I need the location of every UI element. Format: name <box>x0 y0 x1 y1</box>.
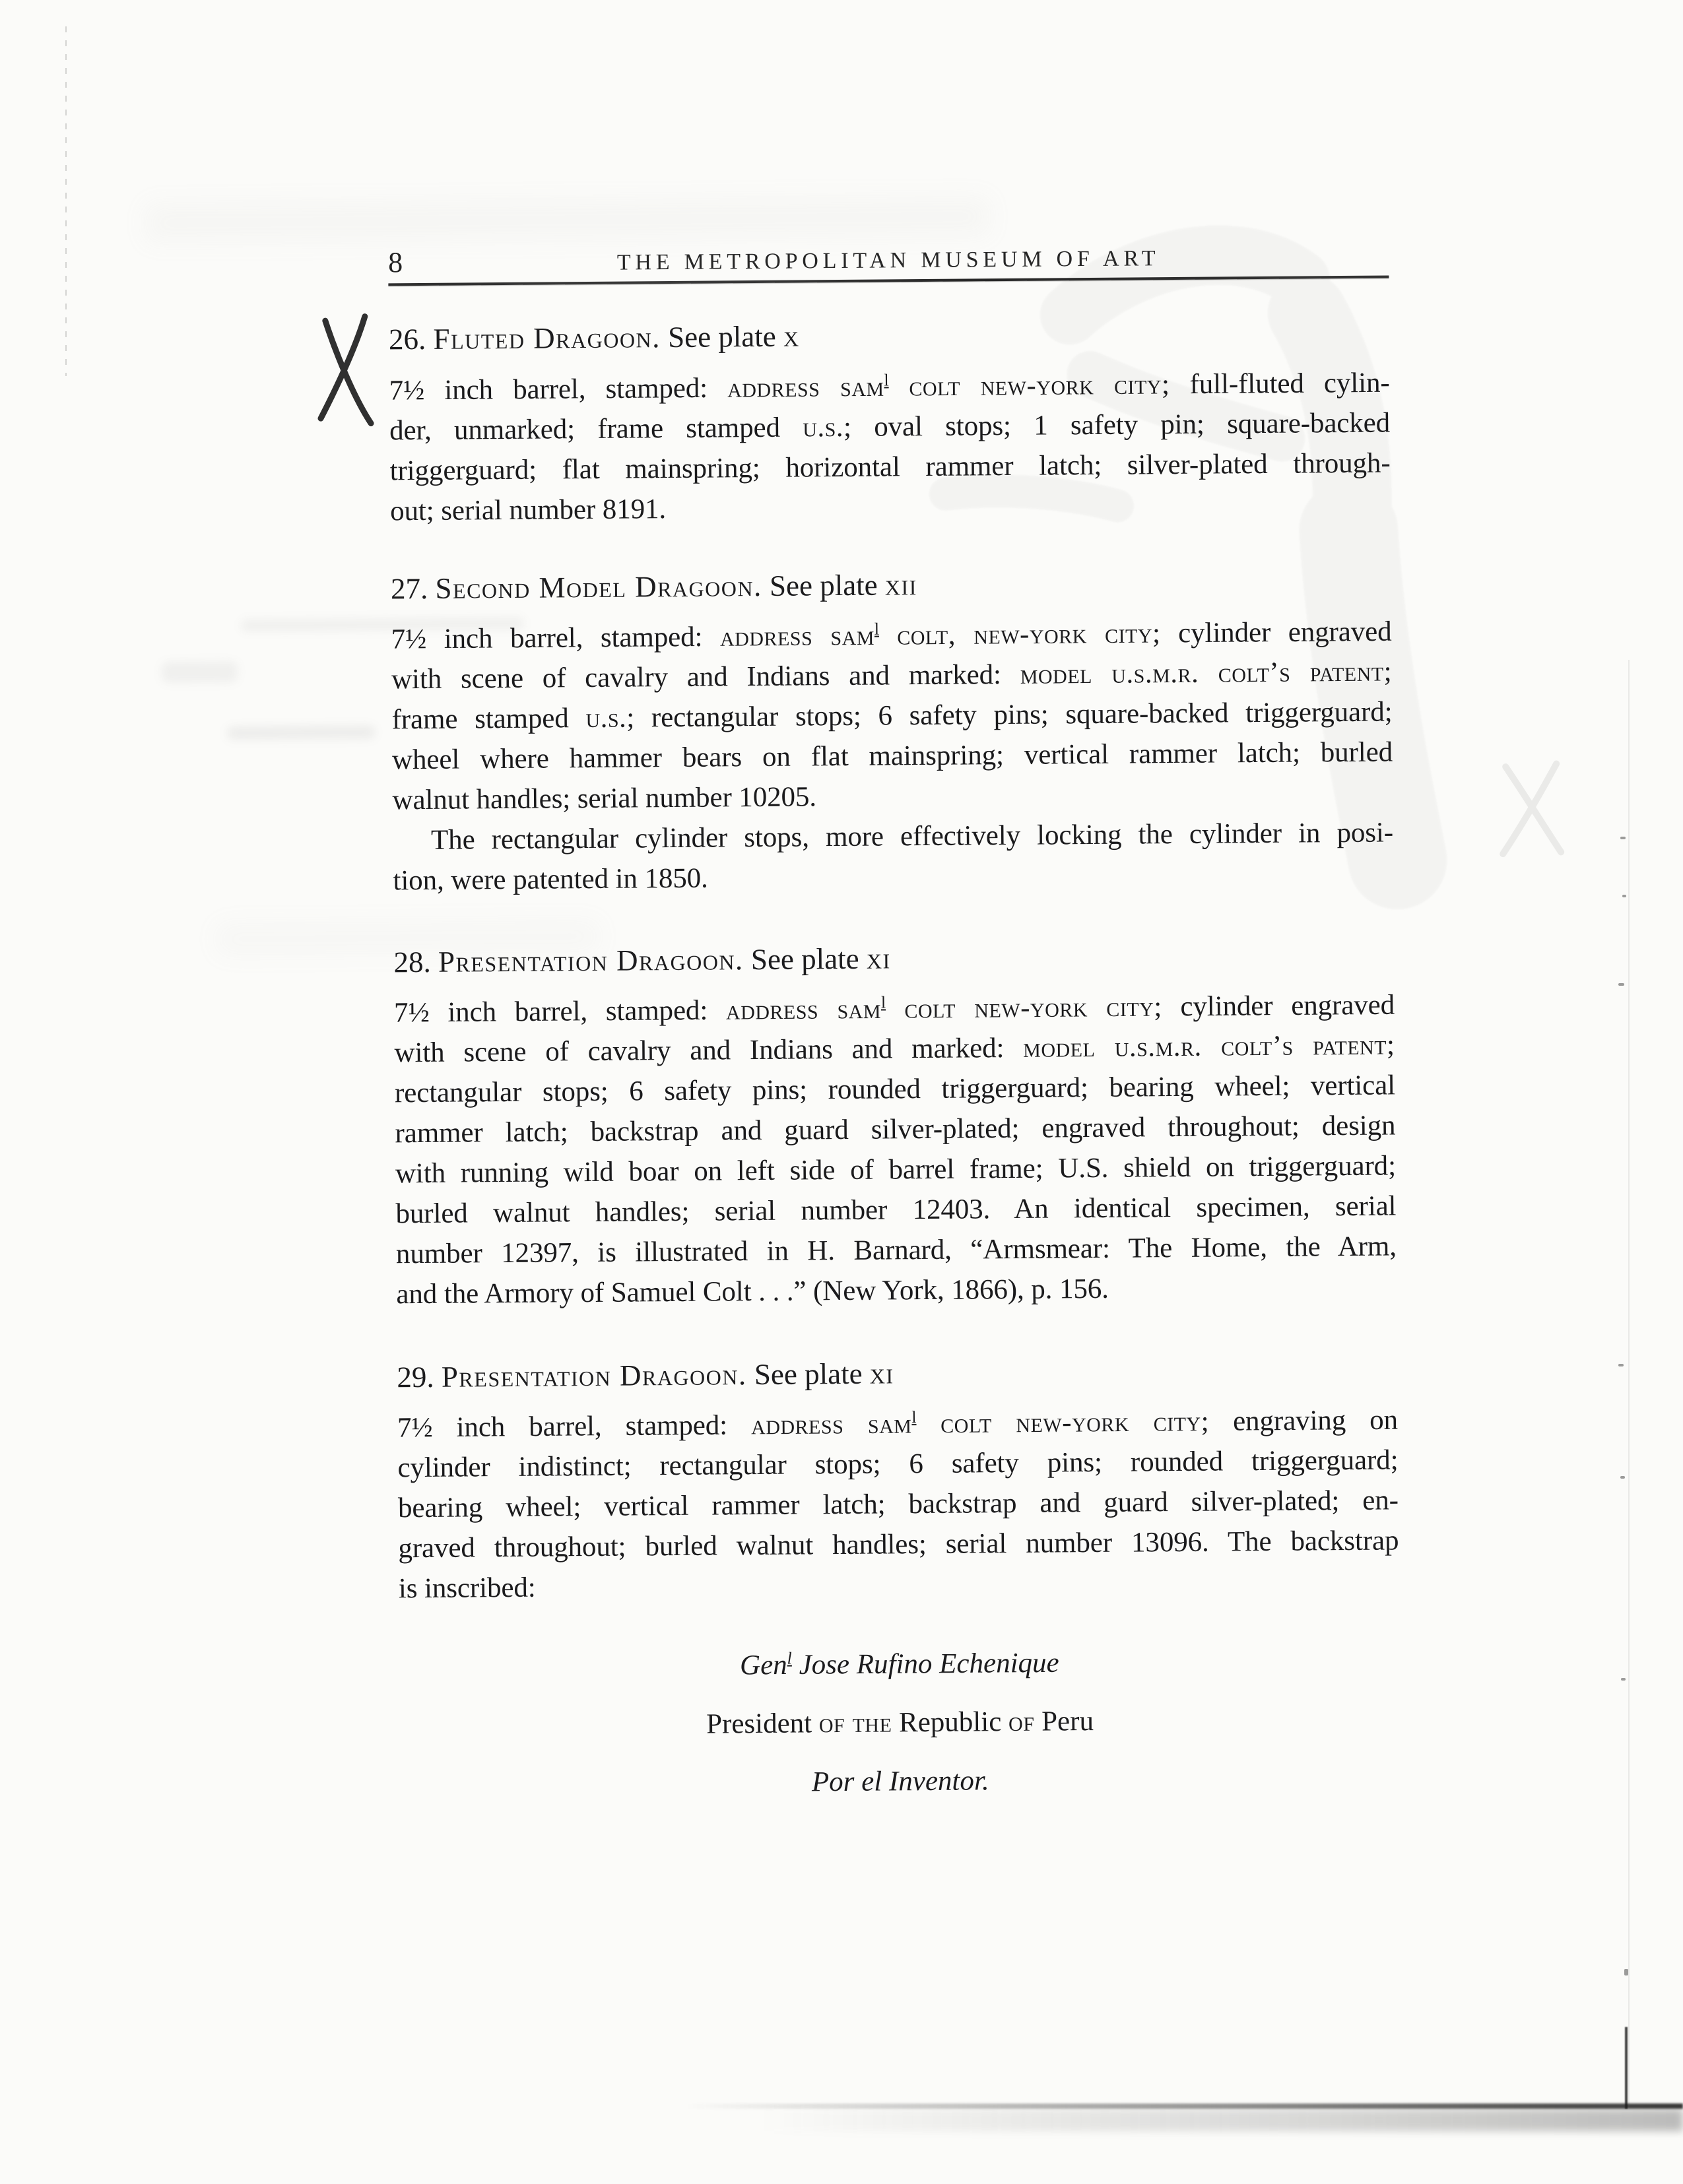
body-line: wheel where hammer bears on flat mainspring; vertical rammer latch; burled <box>391 736 1393 776</box>
body-line: graved throughout; burled walnut handles; serial number 13096. The backstrap <box>398 1525 1399 1564</box>
entry-title: Fluted Dragoon. <box>433 321 661 356</box>
entry-heading <box>397 1352 1397 1394</box>
entry-heading <box>391 563 1391 606</box>
header-rule <box>388 275 1389 286</box>
body-line: frame stamped u.s.; rectangular stops; 6 safety pins; square-backed triggerguard; <box>391 696 1393 736</box>
plate-ref-label: See plate <box>743 942 867 977</box>
entry-body <box>391 604 1393 901</box>
scan-smudge <box>162 661 238 683</box>
plate-ref-label: See plate <box>660 319 784 354</box>
page-number: 8 <box>387 246 403 279</box>
plate-ref-label: See plate <box>762 568 886 602</box>
entry-heading <box>393 937 1394 979</box>
body-line: 7½ inch barrel, stamped: address sam$^l$ colt new-york city; engraving on <box>397 1404 1399 1444</box>
body-line: cylinder indistinct; rectangular stops; 6 safety pins; rounded triggerguard; <box>397 1444 1399 1484</box>
entry-number: 26. <box>388 322 426 356</box>
body-line: number 12397, is illustrated in H. Barnard, “Armsmear: The Home, the Arm, <box>395 1231 1397 1270</box>
body-line: rammer latch; backstrap and guard silver-plated; engraved throughout; design <box>395 1110 1396 1149</box>
entry-body <box>394 978 1397 1314</box>
entry-title: Presentation Dragoon. <box>441 1358 747 1394</box>
running-header-title: THE METROPOLITAN MUSEUM OF ART <box>616 246 1160 275</box>
entry-number: 28. <box>393 945 431 979</box>
handwritten-x-mark <box>315 312 379 429</box>
inscription <box>399 1624 1401 1815</box>
inscription-line: Por el Inventor. <box>811 1765 989 1798</box>
plate-ref-label: See plate <box>746 1357 871 1392</box>
body-line: tion, were patented in 1850. <box>393 862 708 897</box>
body-line: walnut handles; serial number 10205. <box>392 781 817 816</box>
body-line: with scene of cavalry and Indians and marked: model u.s.m.r. colt’s patent; <box>394 1029 1395 1069</box>
body-line: out; serial number 8191. <box>389 494 667 527</box>
entry-heading <box>389 314 1389 356</box>
body-line: bearing wheel; vertical rammer latch; backstrap and guard silver-plated; en- <box>397 1485 1399 1524</box>
bleedthrough-x-mark <box>1496 759 1569 859</box>
body-line: The rectangular cylinder stops, more effectively locking the cylinder in posi- <box>430 817 1394 856</box>
body-line: 7½ inch barrel, stamped: address sam$^l$ colt new-york city; full-fluted cylin- <box>389 367 1390 406</box>
plate-ref-numeral: xi <box>866 942 891 975</box>
body-line: is inscribed: <box>398 1572 536 1605</box>
plate-ref-numeral: xi <box>869 1357 894 1390</box>
scan-smudge <box>227 726 376 740</box>
inscription-line: Gen$^l$ Jose Rufino Echenique <box>739 1647 1059 1681</box>
entry-title: Second Model Dragoon. <box>435 569 762 605</box>
entry-title: Presentation Dragoon. <box>438 943 744 979</box>
plate-ref-numeral: xii <box>884 568 918 602</box>
entry-body <box>389 356 1391 531</box>
body-line: der, unmarked; frame stamped u.s.; oval stops; 1 safety pin; square-backed <box>389 407 1391 447</box>
inscription-line: President of the Republic of Peru <box>706 1706 1094 1740</box>
body-line: 7½ inch barrel, stamped: address sam$^l$ colt new-york city; cylinder engraved <box>393 989 1395 1029</box>
body-line: 7½ inch barrel, stamped: address sam$^l$ colt, new-york city; cylinder engraved <box>391 616 1392 655</box>
entry-number: 27. <box>390 571 428 606</box>
body-line: with scene of cavalry and Indians and marked: model u.s.m.r. colt’s patent; <box>391 656 1393 695</box>
entry-body <box>397 1393 1399 1609</box>
entry-number: 29. <box>397 1360 434 1394</box>
plate-ref-numeral: x <box>783 319 800 353</box>
body-line: triggerguard; flat mainspring; horizontal rammer latch; silver-plated through- <box>389 447 1391 487</box>
body-line: rectangular stops; 6 safety pins; rounded triggerguard; bearing wheel; vertical <box>394 1070 1396 1109</box>
body-line: and the Armory of Samuel Colt . . .” (New York, 1866), p. 156. <box>396 1273 1109 1310</box>
body-line: burled walnut handles; serial number 12403. An identical specimen, serial <box>395 1190 1397 1230</box>
text-column <box>386 0 1404 2181</box>
body-line: with running wild boar on left side of barrel frame; U.S. shield on triggerguard; <box>395 1150 1397 1190</box>
